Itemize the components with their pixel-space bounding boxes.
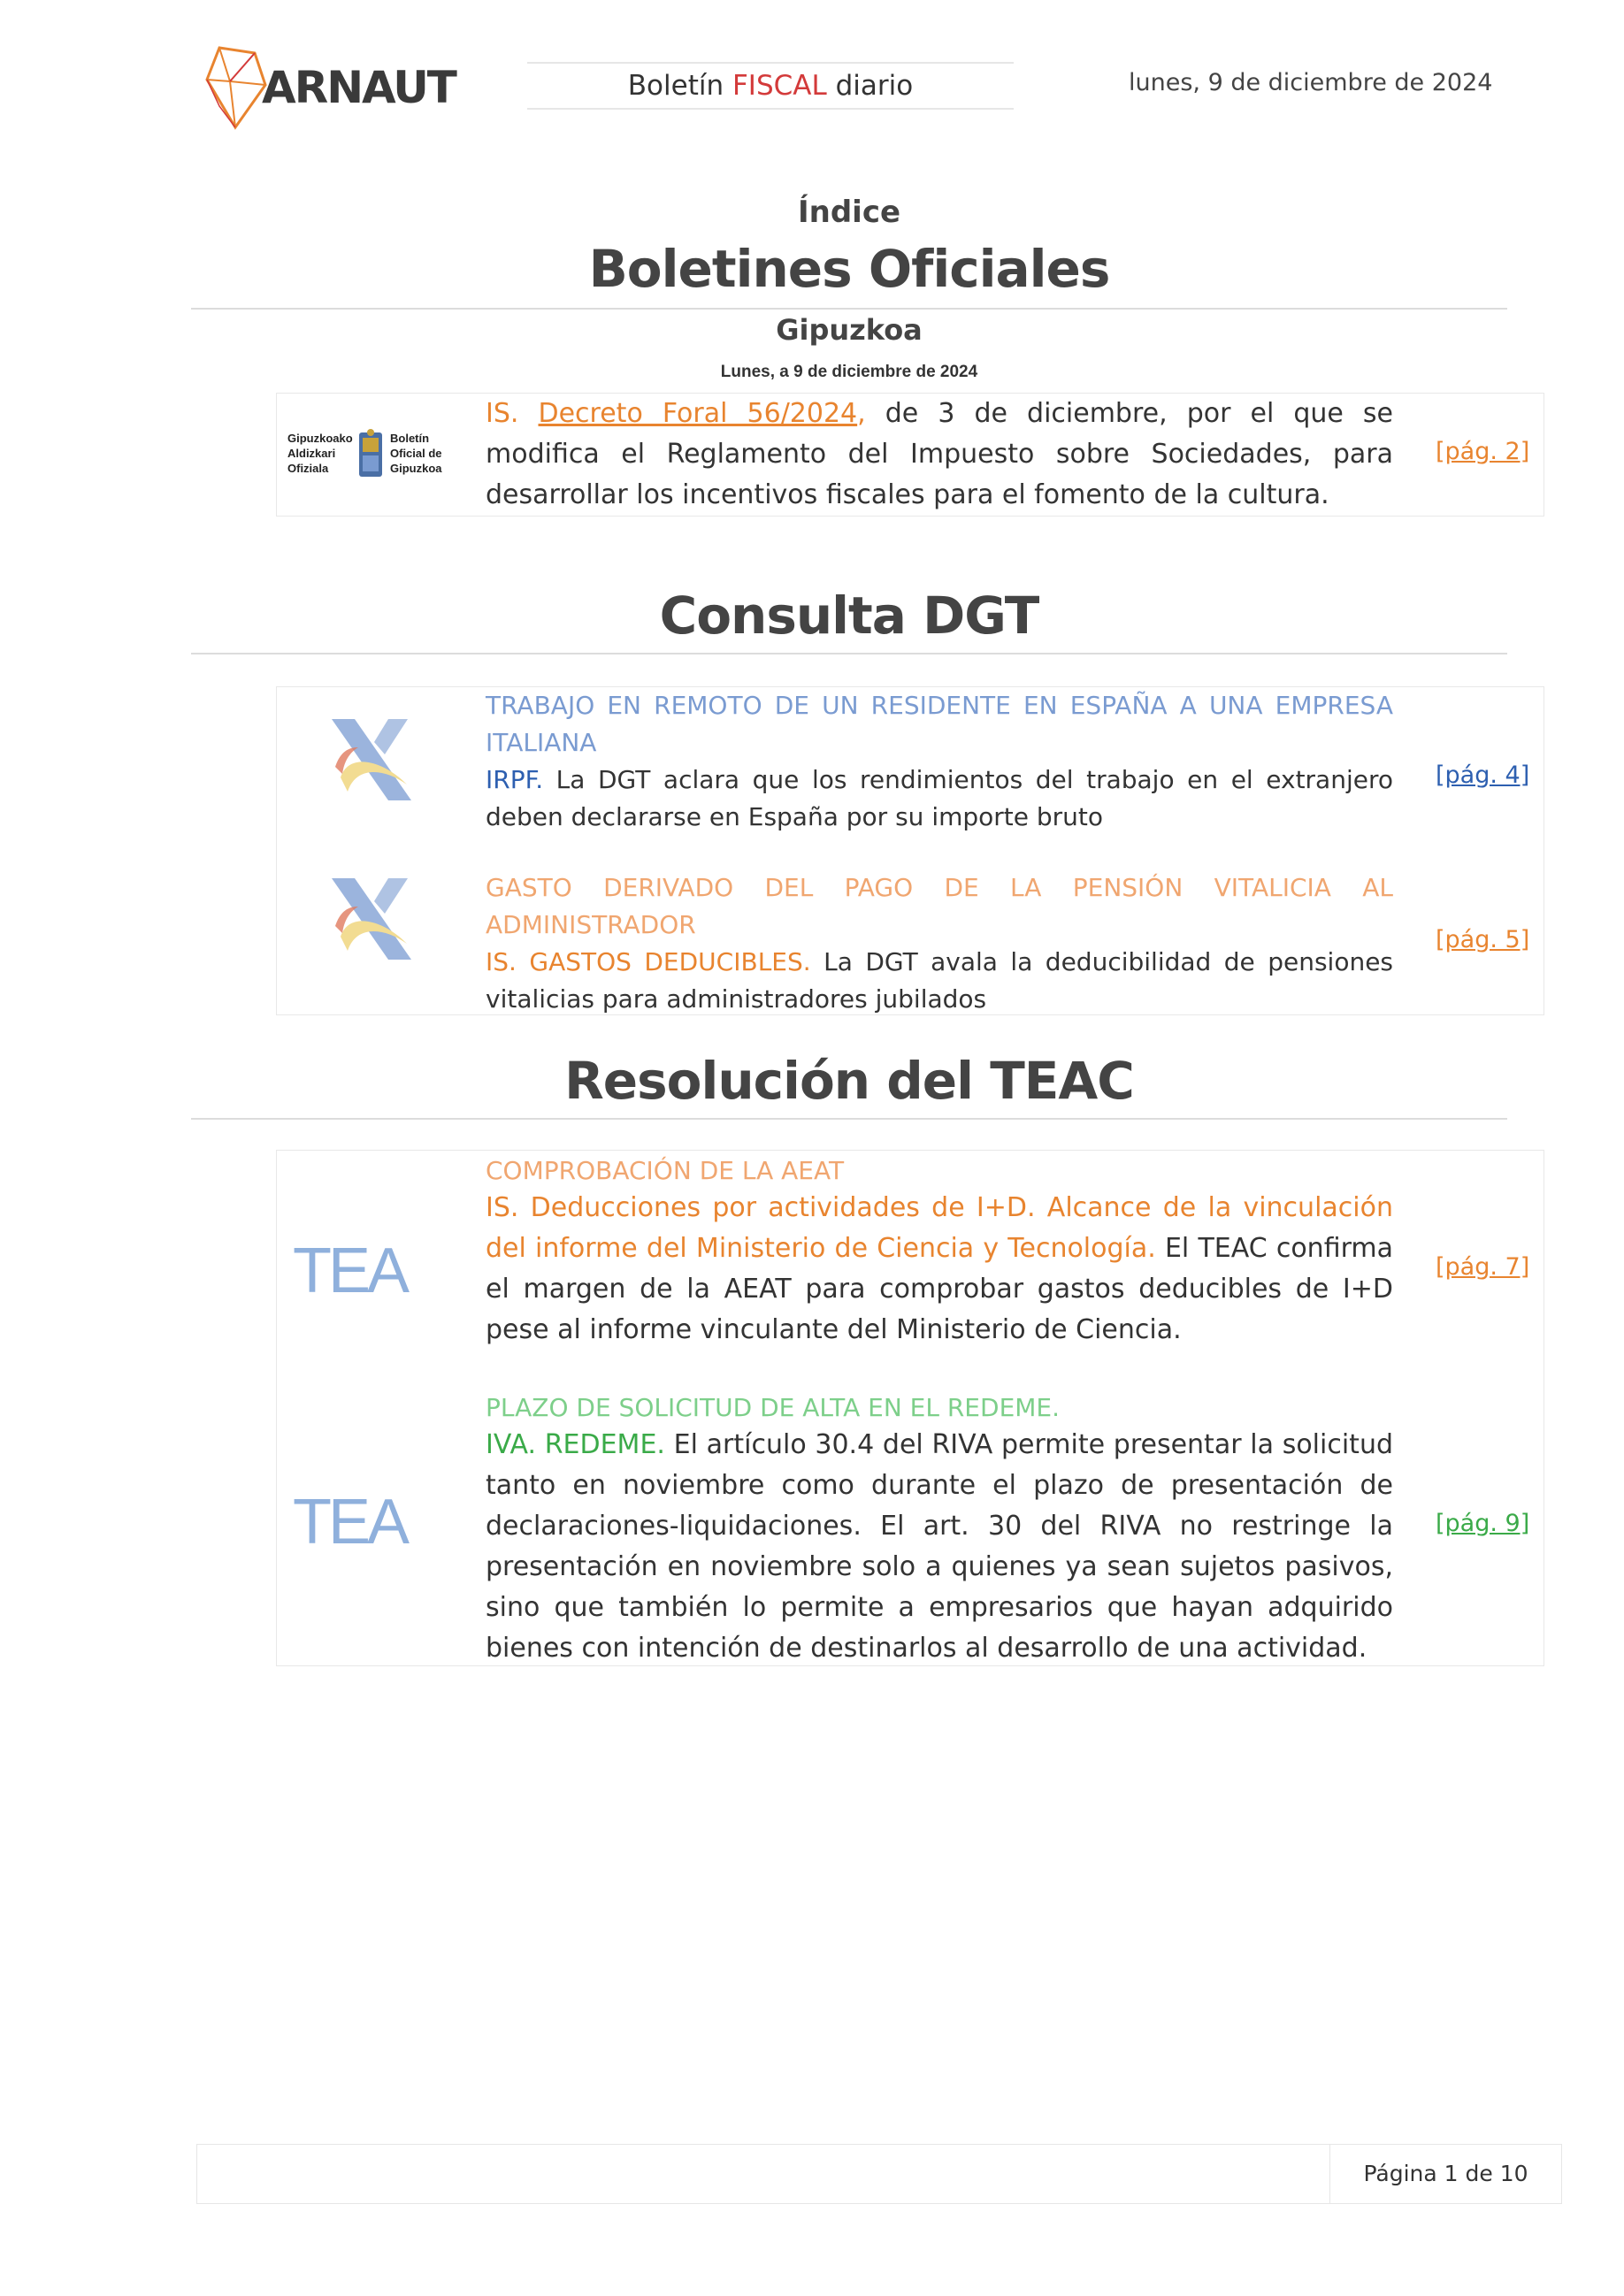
- agencia-tributaria-icon: [323, 716, 420, 804]
- section-title-dgt: Consulta DGT: [659, 585, 1039, 646]
- index-title: Índice: [797, 195, 901, 230]
- gipuzkoa-bulletin-logo: Gipuzkoako Aldizkari Ofiziala Boletín Oficial de Gipuzkoa: [287, 429, 447, 491]
- bulletin-title: Boletín FISCAL diario: [527, 62, 1014, 110]
- dgt-box: [276, 686, 1544, 1015]
- divider: [191, 308, 1507, 310]
- teac-entry-2-text: PLAZO DE SOLICITUD DE ALTA EN EL REDEME. IVA. REDEME. El artículo 30.4 del RIVA permite presentar la solicitud tanto en noviembre como durante el plazo de presentación de declaraciones-liquidaciones. El art. 30 del RIVA no restringe la presentación en noviembre solo a quienes ya sean sujetos pasivos, sino que también lo permite a empresarios que hayan adquirido bienes con intención de destinarlos al desarrollo de una actividad.: [486, 1393, 1393, 1664]
- divider: [191, 653, 1507, 654]
- teac-box: [276, 1150, 1544, 1666]
- page-link-5[interactable]: [pág. 5]: [1436, 926, 1530, 953]
- arnaut-gem-icon: [200, 41, 271, 133]
- tea-logo-icon: TEA: [293, 1487, 407, 1557]
- page-footer: [196, 2144, 1562, 2204]
- region-subtitle: Gipuzkoa: [776, 313, 923, 347]
- tea-logo-icon: TEA: [293, 1236, 407, 1306]
- iva-redeme-tag: IVA. REDEME.: [486, 1429, 665, 1460]
- page-link-2[interactable]: [pág. 2]: [1436, 438, 1530, 465]
- gipuzkoa-shield-icon: [355, 429, 387, 484]
- section-title-teac: Resolución del TEAC: [564, 1051, 1134, 1111]
- dgt-entry-2-text: GASTO DERIVADO DEL PAGO DE LA PENSIÓN VITALICIA AL ADMINISTRADOR IS. GASTOS DEDUCIBLES. La DGT avala la deducibilidad de pensiones vitalicias para administradores jubilados: [486, 873, 1394, 1014]
- logo-text: ARNAUT: [262, 62, 456, 113]
- arnaut-logo: [200, 41, 456, 133]
- irpf-tag: IRPF.: [486, 765, 544, 794]
- section-title-boletines: Boletines Oficiales: [588, 239, 1110, 299]
- dgt-entry-1-text: TRABAJO EN REMOTO DE UN RESIDENTE EN ESPAÑA A UNA EMPRESA ITALIANA IRPF. La DGT aclara que los rendimientos del trabajo en el extranjero deben declararse en España por su importe bruto: [486, 691, 1393, 831]
- header-date: lunes, 9 de diciembre de 2024: [1129, 69, 1493, 96]
- boletin-entry-text: IS. Decreto Foral 56/2024, de 3 de diciembre, por el que se modifica el Reglamento del Impuesto sobre Sociedades, para desarrollar los incentivos fiscales para el fomento de la cultura.: [486, 398, 1393, 510]
- boletines-box: [276, 393, 1544, 517]
- fiscal-highlight: FISCAL: [732, 70, 827, 102]
- teac-entry-1-text: COMPROBACIÓN DE LA AEAT IS. Deducciones por actividades de I+D. Alcance de la vinculación del informe del Ministerio de Ciencia y Tecnología. El TEAC confirma el margen de la AEAT para comprobar gastos deducibles de I+D pese al informe vinculante del Ministerio de Ciencia.: [486, 1156, 1394, 1345]
- page-number: Página 1 de 10: [1329, 2145, 1561, 2203]
- boletin-date: Lunes, a 9 de diciembre de 2024: [720, 363, 978, 381]
- gastos-deducibles-tag: IS. GASTOS DEDUCIBLES.: [486, 947, 811, 976]
- page-link-9[interactable]: [pág. 9]: [1436, 1510, 1530, 1537]
- page-link-4[interactable]: [pág. 4]: [1436, 762, 1530, 789]
- id-deducciones-tag: IS. Deducciones por actividades de I+D. Alcance de la vinculación del informe del Ministerio de Ciencia y Tecnología.: [486, 1192, 1393, 1264]
- decreto-foral-link[interactable]: Decreto Foral 56/2024: [538, 398, 858, 429]
- page-link-7[interactable]: [pág. 7]: [1436, 1253, 1530, 1281]
- agencia-tributaria-icon: [323, 875, 420, 963]
- divider: [191, 1118, 1507, 1120]
